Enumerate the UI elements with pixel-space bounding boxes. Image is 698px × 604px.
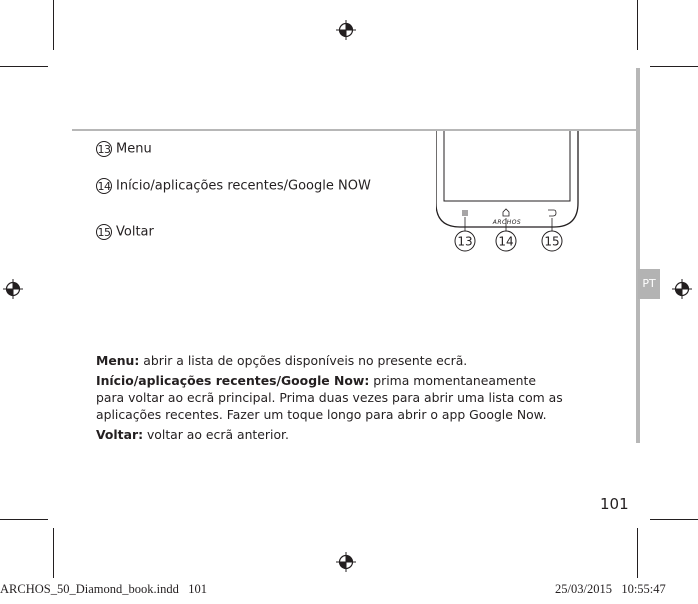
menu-key-icon: [462, 211, 468, 215]
desc-term: Início/aplicações recentes/Google Now:: [96, 373, 370, 388]
registration-mark-icon: [336, 20, 356, 40]
crop-mark: [650, 66, 698, 67]
language-tab: PT: [638, 269, 660, 299]
callout-home: [96, 178, 371, 194]
side-rule: [636, 68, 640, 443]
slug-filename: ARCHOS_50_Diamond_book.indd 101: [0, 582, 207, 596]
desc-home-line-3: aplicações recentes. Fazer um toque longo para abrir o app Google Now.: [96, 407, 547, 422]
desc-text: voltar ao ecrã anterior.: [143, 427, 289, 442]
callout-number: 13: [97, 143, 111, 156]
device-callout-number: 13: [457, 234, 473, 249]
crop-mark: [53, 0, 54, 50]
back-key-icon: [548, 210, 556, 216]
registration-mark-icon: [336, 552, 356, 572]
home-key-icon: [503, 209, 509, 216]
callout-label: Início/aplicações recentes/Google NOW: [116, 178, 371, 194]
desc-term: Voltar:: [96, 427, 144, 442]
callout-label: Menu: [116, 141, 152, 157]
crop-mark: [637, 528, 638, 578]
crop-mark: [650, 519, 698, 520]
desc-term: Menu:: [96, 353, 140, 368]
crop-mark: [0, 519, 48, 520]
page-number: 101: [600, 495, 629, 513]
callout-menu: [96, 141, 152, 157]
device-callout-number: 14: [498, 234, 514, 249]
callout-number: 14: [97, 180, 111, 193]
desc-menu: [96, 352, 467, 369]
crop-mark: [53, 528, 54, 578]
callout-number: 15: [97, 226, 111, 239]
registration-mark-icon: [672, 279, 692, 299]
device-callout-number: 15: [544, 234, 560, 249]
callout-back: [96, 224, 154, 240]
desc-home-line-2: para voltar ao ecrã principal. Prima duas vezes para abrir uma lista com as: [96, 390, 563, 405]
device-illustration: [436, 131, 586, 261]
crop-mark: [0, 66, 48, 67]
desc-text: prima momentaneamente: [369, 373, 537, 388]
desc-home: [96, 372, 536, 389]
registration-mark-icon: [3, 279, 23, 299]
desc-back: [96, 426, 289, 443]
crop-mark: [637, 0, 638, 50]
desc-text: abrir a lista de opções disponíveis no presente ecrã.: [139, 353, 468, 368]
device-brand: ARCHOS: [492, 219, 522, 226]
callout-label: Voltar: [116, 224, 154, 240]
slug-timestamp: 25/03/2015 10:55:47: [555, 582, 666, 596]
